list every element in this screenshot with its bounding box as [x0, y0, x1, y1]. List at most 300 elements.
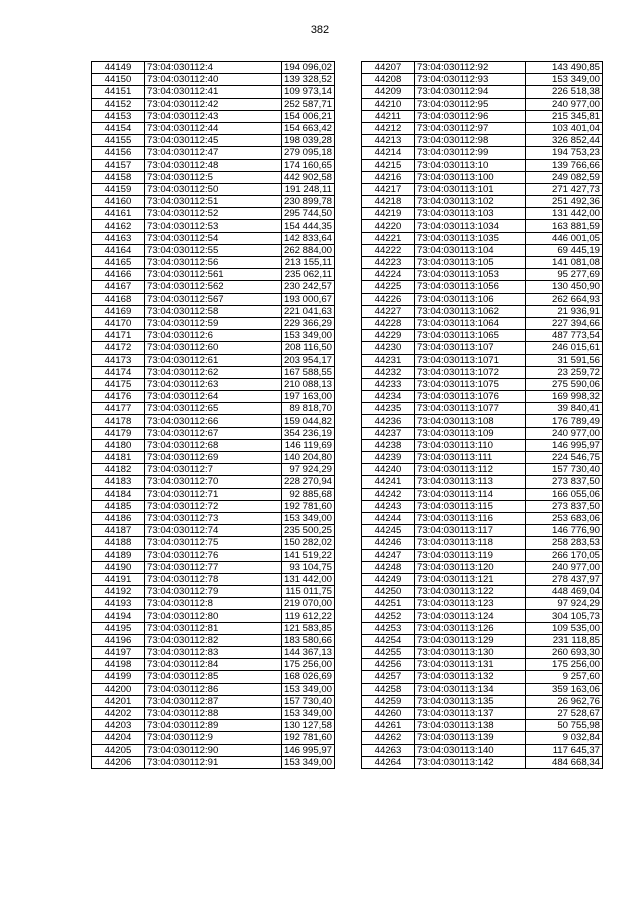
- cadastral-number: 73:04:030112:93: [415, 74, 526, 86]
- table-row: [92, 220, 335, 232]
- row-number: 44169: [92, 305, 145, 317]
- cadastral-number: 73:04:030113:129: [415, 634, 526, 646]
- row-number: 44235: [362, 403, 415, 415]
- table-row: [92, 86, 335, 98]
- cadastral-number: 73:04:030113:1072: [415, 366, 526, 378]
- row-number: 44187: [92, 525, 145, 537]
- table-row: [362, 500, 603, 512]
- cadastral-number: 73:04:030113:102: [415, 196, 526, 208]
- row-number: 44253: [362, 622, 415, 634]
- row-number: 44237: [362, 427, 415, 439]
- table-row: [362, 464, 603, 476]
- row-number: 44240: [362, 464, 415, 476]
- cadastral-value: 163 881,59: [526, 220, 603, 232]
- cadastral-number: 73:04:030113:104: [415, 244, 526, 256]
- row-number: 44263: [362, 744, 415, 756]
- table-row: [362, 110, 603, 122]
- row-number: 44251: [362, 598, 415, 610]
- row-number: 44239: [362, 452, 415, 464]
- table-row: [92, 744, 335, 756]
- cadastral-value: 354 236,19: [282, 427, 335, 439]
- row-number: 44218: [362, 196, 415, 208]
- cadastral-value: 130 127,58: [282, 720, 335, 732]
- cadastral-number: 73:04:030113:124: [415, 610, 526, 622]
- cadastral-value: 175 256,00: [526, 659, 603, 671]
- cadastral-number: 73:04:030113:103: [415, 208, 526, 220]
- row-number: 44256: [362, 659, 415, 671]
- row-number: 44149: [92, 62, 145, 74]
- cadastral-number: 73:04:030112:90: [145, 744, 282, 756]
- row-number: 44202: [92, 707, 145, 719]
- table-row: [92, 317, 335, 329]
- cadastral-number: 73:04:030112:45: [145, 135, 282, 147]
- table-row: [362, 476, 603, 488]
- table-row: [92, 305, 335, 317]
- cadastral-value: 144 367,13: [282, 647, 335, 659]
- table-row: [362, 293, 603, 305]
- table-row: [362, 147, 603, 159]
- table-row: [92, 98, 335, 110]
- row-number: 44184: [92, 488, 145, 500]
- table-row: [92, 208, 335, 220]
- cadastral-value: 266 170,05: [526, 549, 603, 561]
- table-row: [362, 391, 603, 403]
- cadastral-value: 103 401,04: [526, 122, 603, 134]
- table-row: [362, 62, 603, 74]
- table-row: [362, 707, 603, 719]
- cadastral-value: 26 962,76: [526, 695, 603, 707]
- row-number: 44229: [362, 330, 415, 342]
- table-row: [92, 561, 335, 573]
- row-number: 44205: [92, 744, 145, 756]
- cadastral-value: 168 026,69: [282, 671, 335, 683]
- cadastral-value: 295 744,50: [282, 208, 335, 220]
- row-number: 44243: [362, 500, 415, 512]
- row-number: 44258: [362, 683, 415, 695]
- row-number: 44257: [362, 671, 415, 683]
- cadastral-number: 73:04:030113:120: [415, 561, 526, 573]
- cadastral-value: 139 766,66: [526, 159, 603, 171]
- cadastral-value: 9 257,60: [526, 671, 603, 683]
- row-number: 44216: [362, 171, 415, 183]
- cadastral-value: 228 270,94: [282, 476, 335, 488]
- cadastral-value: 194 753,23: [526, 147, 603, 159]
- row-number: 44192: [92, 586, 145, 598]
- cadastral-value: 143 490,85: [526, 62, 603, 74]
- table-row: [362, 354, 603, 366]
- table-row: [92, 257, 335, 269]
- row-number: 44213: [362, 135, 415, 147]
- cadastral-value: 157 730,40: [282, 695, 335, 707]
- cadastral-number: 73:04:030113:137: [415, 707, 526, 719]
- cadastral-number: 73:04:030113:1071: [415, 354, 526, 366]
- cadastral-value: 141 081,08: [526, 257, 603, 269]
- table-row: [92, 196, 335, 208]
- cadastral-value: 210 088,13: [282, 378, 335, 390]
- cadastral-value: 252 587,71: [282, 98, 335, 110]
- cadastral-value: 89 818,70: [282, 403, 335, 415]
- table-row: [362, 159, 603, 171]
- table-row: [362, 171, 603, 183]
- cadastral-value: 275 590,06: [526, 378, 603, 390]
- row-number: 44159: [92, 183, 145, 195]
- row-number: 44188: [92, 537, 145, 549]
- cadastral-value: 279 095,18: [282, 147, 335, 159]
- row-number: 44154: [92, 122, 145, 134]
- table-row: [92, 695, 335, 707]
- cadastral-value: 92 885,68: [282, 488, 335, 500]
- cadastral-value: 231 118,85: [526, 634, 603, 646]
- table-row: [362, 561, 603, 573]
- row-number: 44212: [362, 122, 415, 134]
- cadastral-value: 50 755,98: [526, 720, 603, 732]
- table-row: [92, 720, 335, 732]
- cadastral-number: 73:04:030112:59: [145, 317, 282, 329]
- cadastral-number: 73:04:030112:54: [145, 232, 282, 244]
- cadastral-number: 73:04:030113:1075: [415, 378, 526, 390]
- cadastral-number: 73:04:030112:63: [145, 378, 282, 390]
- cadastral-number: 73:04:030113:1053: [415, 269, 526, 281]
- cadastral-value: 227 394,66: [526, 317, 603, 329]
- cadastral-number: 73:04:030113:122: [415, 586, 526, 598]
- row-number: 44219: [362, 208, 415, 220]
- table-row: [92, 683, 335, 695]
- table-row: [92, 232, 335, 244]
- row-number: 44164: [92, 244, 145, 256]
- cadastral-number: 73:04:030112:62: [145, 366, 282, 378]
- cadastral-number: 73:04:030112:567: [145, 293, 282, 305]
- cadastral-number: 73:04:030113:130: [415, 647, 526, 659]
- row-number: 44155: [92, 135, 145, 147]
- cadastral-value: 191 248,11: [282, 183, 335, 195]
- cadastral-number: 73:04:030112:9: [145, 732, 282, 744]
- cadastral-table-left: [91, 61, 335, 769]
- row-number: 44203: [92, 720, 145, 732]
- cadastral-value: 215 345,81: [526, 110, 603, 122]
- table-row: [362, 573, 603, 585]
- cadastral-number: 73:04:030112:96: [415, 110, 526, 122]
- table-row: [92, 488, 335, 500]
- row-number: 44224: [362, 269, 415, 281]
- cadastral-number: 73:04:030113:107: [415, 342, 526, 354]
- row-number: 44167: [92, 281, 145, 293]
- cadastral-value: 166 055,06: [526, 488, 603, 500]
- cadastral-value: 213 155,11: [282, 257, 335, 269]
- row-number: 44152: [92, 98, 145, 110]
- cadastral-value: 153 349,00: [282, 330, 335, 342]
- table-row: [92, 512, 335, 524]
- table-row: [92, 671, 335, 683]
- row-number: 44209: [362, 86, 415, 98]
- row-number: 44215: [362, 159, 415, 171]
- cadastral-number: 73:04:030113:121: [415, 573, 526, 585]
- cadastral-value: 271 427,73: [526, 183, 603, 195]
- cadastral-number: 73:04:030113:140: [415, 744, 526, 756]
- cadastral-value: 192 781,60: [282, 500, 335, 512]
- cadastral-number: 73:04:030112:48: [145, 159, 282, 171]
- cadastral-number: 73:04:030112:67: [145, 427, 282, 439]
- row-number: 44222: [362, 244, 415, 256]
- table-row: [362, 525, 603, 537]
- cadastral-value: 23 259,72: [526, 366, 603, 378]
- table-row: [92, 366, 335, 378]
- cadastral-number: 73:04:030112:561: [145, 269, 282, 281]
- row-number: 44264: [362, 756, 415, 768]
- cadastral-value: 109 973,14: [282, 86, 335, 98]
- table-row: [92, 135, 335, 147]
- cadastral-value: 262 664,93: [526, 293, 603, 305]
- table-row: [92, 62, 335, 74]
- row-number: 44260: [362, 707, 415, 719]
- row-number: 44242: [362, 488, 415, 500]
- table-row: [362, 756, 603, 768]
- cadastral-number: 73:04:030113:132: [415, 671, 526, 683]
- row-number: 44238: [362, 439, 415, 451]
- cadastral-value: 183 580,66: [282, 634, 335, 646]
- cadastral-number: 73:04:030113:111: [415, 452, 526, 464]
- cadastral-table-right: [361, 61, 603, 769]
- cadastral-number: 73:04:030112:77: [145, 561, 282, 573]
- cadastral-number: 73:04:030113:123: [415, 598, 526, 610]
- cadastral-number: 73:04:030112:71: [145, 488, 282, 500]
- row-number: 44246: [362, 537, 415, 549]
- table-row: [362, 488, 603, 500]
- row-number: 44150: [92, 74, 145, 86]
- cadastral-value: 142 833,64: [282, 232, 335, 244]
- table-row: [92, 110, 335, 122]
- row-number: 44245: [362, 525, 415, 537]
- cadastral-number: 73:04:030113:101: [415, 183, 526, 195]
- row-number: 44174: [92, 366, 145, 378]
- cadastral-number: 73:04:030113:134: [415, 683, 526, 695]
- cadastral-number: 73:04:030112:55: [145, 244, 282, 256]
- cadastral-value: 39 840,41: [526, 403, 603, 415]
- cadastral-number: 73:04:030113:1064: [415, 317, 526, 329]
- cadastral-number: 73:04:030113:119: [415, 549, 526, 561]
- table-row: [362, 634, 603, 646]
- row-number: 44153: [92, 110, 145, 122]
- table-row: [92, 159, 335, 171]
- cadastral-value: 249 082,59: [526, 171, 603, 183]
- cadastral-value: 167 588,55: [282, 366, 335, 378]
- table-row: [92, 439, 335, 451]
- table-row: [92, 647, 335, 659]
- cadastral-number: 73:04:030113:142: [415, 756, 526, 768]
- table-row: [92, 354, 335, 366]
- table-row: [362, 281, 603, 293]
- cadastral-value: 131 442,00: [282, 573, 335, 585]
- cadastral-number: 73:04:030113:115: [415, 500, 526, 512]
- table-row: [92, 598, 335, 610]
- cadastral-number: 73:04:030112:98: [415, 135, 526, 147]
- cadastral-value: 169 998,32: [526, 391, 603, 403]
- cadastral-number: 73:04:030113:1065: [415, 330, 526, 342]
- cadastral-number: 73:04:030112:97: [415, 122, 526, 134]
- cadastral-value: 159 044,82: [282, 415, 335, 427]
- cadastral-number: 73:04:030112:53: [145, 220, 282, 232]
- row-number: 44249: [362, 573, 415, 585]
- cadastral-number: 73:04:030113:100: [415, 171, 526, 183]
- cadastral-value: 130 450,90: [526, 281, 603, 293]
- table-row: [362, 257, 603, 269]
- table-row: [362, 586, 603, 598]
- table-row: [362, 439, 603, 451]
- cadastral-number: 73:04:030112:7: [145, 464, 282, 476]
- row-number: 44220: [362, 220, 415, 232]
- table-row: [92, 415, 335, 427]
- cadastral-value: 115 011,75: [282, 586, 335, 598]
- cadastral-number: 73:04:030112:43: [145, 110, 282, 122]
- cadastral-value: 240 977,00: [526, 427, 603, 439]
- cadastral-value: 109 535,00: [526, 622, 603, 634]
- row-number: 44211: [362, 110, 415, 122]
- cadastral-number: 73:04:030112:60: [145, 342, 282, 354]
- cadastral-number: 73:04:030112:73: [145, 512, 282, 524]
- cadastral-number: 73:04:030112:89: [145, 720, 282, 732]
- cadastral-number: 73:04:030113:10: [415, 159, 526, 171]
- cadastral-number: 73:04:030112:44: [145, 122, 282, 134]
- cadastral-number: 73:04:030112:72: [145, 500, 282, 512]
- cadastral-value: 235 500,25: [282, 525, 335, 537]
- table-row: [362, 122, 603, 134]
- cadastral-value: 150 282,02: [282, 537, 335, 549]
- table-row: [362, 647, 603, 659]
- cadastral-value: 95 277,69: [526, 269, 603, 281]
- cadastral-value: 260 693,30: [526, 647, 603, 659]
- cadastral-value: 141 519,22: [282, 549, 335, 561]
- cadastral-number: 73:04:030112:83: [145, 647, 282, 659]
- table-row: [92, 183, 335, 195]
- cadastral-value: 194 096,02: [282, 62, 335, 74]
- cadastral-number: 73:04:030112:68: [145, 439, 282, 451]
- cadastral-value: 484 668,34: [526, 756, 603, 768]
- row-number: 44158: [92, 171, 145, 183]
- row-number: 44151: [92, 86, 145, 98]
- cadastral-number: 73:04:030112:56: [145, 257, 282, 269]
- row-number: 44248: [362, 561, 415, 573]
- row-number: 44236: [362, 415, 415, 427]
- table-row: [92, 537, 335, 549]
- table-row: [362, 512, 603, 524]
- table-row: [92, 707, 335, 719]
- row-number: 44179: [92, 427, 145, 439]
- cadastral-value: 229 366,29: [282, 317, 335, 329]
- row-number: 44259: [362, 695, 415, 707]
- cadastral-number: 73:04:030113:1077: [415, 403, 526, 415]
- cadastral-value: 175 256,00: [282, 659, 335, 671]
- cadastral-value: 253 683,06: [526, 512, 603, 524]
- row-number: 44250: [362, 586, 415, 598]
- row-number: 44262: [362, 732, 415, 744]
- row-number: 44227: [362, 305, 415, 317]
- cadastral-number: 73:04:030113:135: [415, 695, 526, 707]
- row-number: 44247: [362, 549, 415, 561]
- cadastral-value: 9 032,84: [526, 732, 603, 744]
- cadastral-value: 273 837,50: [526, 500, 603, 512]
- table-row: [362, 537, 603, 549]
- cadastral-value: 154 006,21: [282, 110, 335, 122]
- cadastral-number: 73:04:030113:106: [415, 293, 526, 305]
- table-row: [92, 476, 335, 488]
- cadastral-value: 226 518,38: [526, 86, 603, 98]
- cadastral-number: 73:04:030113:108: [415, 415, 526, 427]
- row-number: 44161: [92, 208, 145, 220]
- cadastral-value: 174 160,65: [282, 159, 335, 171]
- row-number: 44186: [92, 512, 145, 524]
- table-row: [92, 391, 335, 403]
- cadastral-value: 224 546,75: [526, 452, 603, 464]
- cadastral-number: 73:04:030112:92: [415, 62, 526, 74]
- row-number: 44191: [92, 573, 145, 585]
- table-row: [92, 659, 335, 671]
- table-row: [362, 366, 603, 378]
- cadastral-number: 73:04:030112:75: [145, 537, 282, 549]
- cadastral-number: 73:04:030112:78: [145, 573, 282, 585]
- table-row: [92, 549, 335, 561]
- row-number: 44190: [92, 561, 145, 573]
- cadastral-value: 273 837,50: [526, 476, 603, 488]
- table-row: [92, 610, 335, 622]
- cadastral-value: 230 899,78: [282, 196, 335, 208]
- cadastral-value: 326 852,44: [526, 135, 603, 147]
- table-row: [362, 452, 603, 464]
- row-number: 44241: [362, 476, 415, 488]
- cadastral-value: 97 924,29: [526, 598, 603, 610]
- row-number: 44185: [92, 500, 145, 512]
- cadastral-value: 235 062,11: [282, 269, 335, 281]
- cadastral-value: 197 163,00: [282, 391, 335, 403]
- row-number: 44261: [362, 720, 415, 732]
- table-row: [92, 427, 335, 439]
- table-row: [92, 452, 335, 464]
- row-number: 44162: [92, 220, 145, 232]
- cadastral-value: 193 000,67: [282, 293, 335, 305]
- cadastral-number: 73:04:030113:105: [415, 257, 526, 269]
- cadastral-value: 219 070,00: [282, 598, 335, 610]
- cadastral-value: 139 328,52: [282, 74, 335, 86]
- cadastral-number: 73:04:030112:69: [145, 452, 282, 464]
- cadastral-number: 73:04:030113:1062: [415, 305, 526, 317]
- table-row: [92, 293, 335, 305]
- cadastral-value: 240 977,00: [526, 98, 603, 110]
- table-row: [362, 196, 603, 208]
- row-number: 44226: [362, 293, 415, 305]
- cadastral-number: 73:04:030112:74: [145, 525, 282, 537]
- row-number: 44231: [362, 354, 415, 366]
- table-row: [362, 317, 603, 329]
- row-number: 44178: [92, 415, 145, 427]
- table-row: [92, 171, 335, 183]
- cadastral-number: 73:04:030112:66: [145, 415, 282, 427]
- cadastral-value: 278 437,97: [526, 573, 603, 585]
- cadastral-value: 359 163,06: [526, 683, 603, 695]
- table-row: [92, 500, 335, 512]
- cadastral-number: 73:04:030112:562: [145, 281, 282, 293]
- cadastral-value: 446 001,05: [526, 232, 603, 244]
- row-number: 44255: [362, 647, 415, 659]
- cadastral-value: 97 924,29: [282, 464, 335, 476]
- row-number: 44160: [92, 196, 145, 208]
- cadastral-number: 73:04:030113:117: [415, 525, 526, 537]
- row-number: 44244: [362, 512, 415, 524]
- table-row: [362, 135, 603, 147]
- row-number: 44199: [92, 671, 145, 683]
- table-row: [362, 208, 603, 220]
- cadastral-number: 73:04:030112:42: [145, 98, 282, 110]
- table-row: [92, 403, 335, 415]
- row-number: 44200: [92, 683, 145, 695]
- cadastral-number: 73:04:030112:61: [145, 354, 282, 366]
